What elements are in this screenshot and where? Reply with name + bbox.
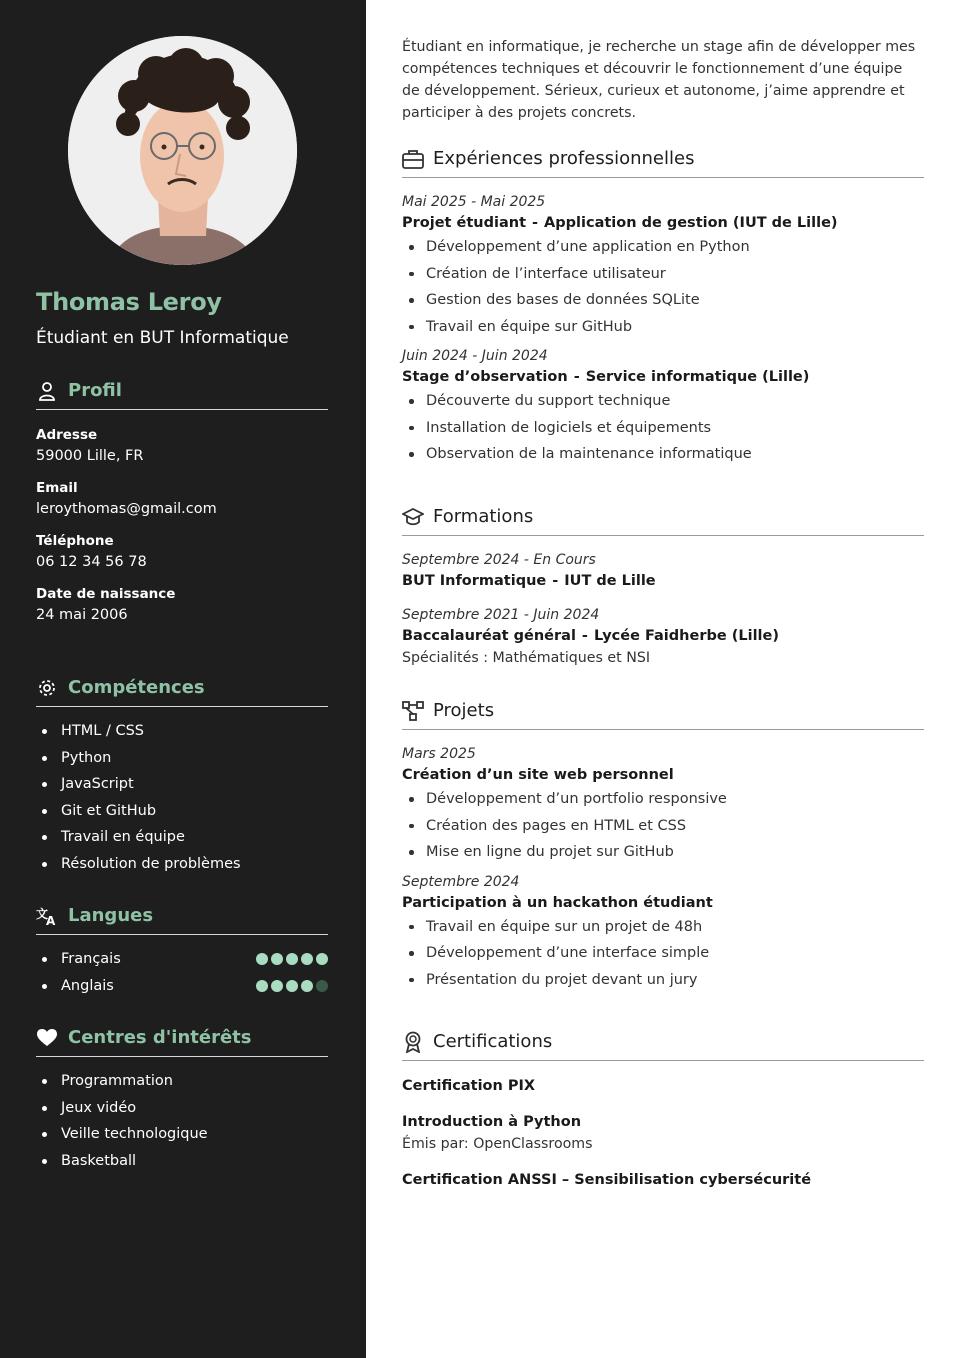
projects-section bbox=[402, 698, 924, 995]
level-dot-filled bbox=[271, 953, 283, 965]
list-item: HTML / CSS bbox=[36, 721, 328, 748]
certification-title: Certification PIX bbox=[402, 1078, 536, 1094]
list-item: Git et GitHub bbox=[36, 801, 328, 828]
entry-bullets bbox=[402, 788, 924, 868]
certification-item bbox=[402, 1111, 924, 1155]
level-dot-filled bbox=[271, 980, 283, 992]
language-item bbox=[36, 949, 328, 976]
gear-icon bbox=[36, 677, 58, 699]
list-item: Installation de logiciels et équipements bbox=[402, 417, 924, 444]
skills-section bbox=[36, 675, 328, 880]
entry-degree: BUT Informatique bbox=[402, 573, 547, 589]
entry-role: Projet étudiant bbox=[402, 215, 527, 231]
language-level-dots bbox=[256, 980, 328, 992]
field-label: Téléphone bbox=[36, 533, 114, 549]
entry-org: Application de gestion (IUT de Lille) bbox=[544, 215, 838, 231]
briefcase-icon bbox=[402, 148, 424, 170]
list-item: Développement d’une application en Python bbox=[402, 236, 924, 263]
project-entry bbox=[402, 744, 924, 868]
language-level-dots bbox=[256, 953, 328, 965]
profile-photo bbox=[68, 36, 297, 265]
level-dot-empty bbox=[316, 980, 328, 992]
entry-org: Service informatique (Lille) bbox=[585, 369, 810, 385]
translate-icon bbox=[36, 905, 58, 927]
certification-item bbox=[402, 1075, 924, 1097]
entry-title: Participation à un hackathon étudiant bbox=[402, 894, 713, 911]
certification-title: Introduction à Python bbox=[402, 1114, 582, 1130]
entry-date: Septembre 2021 - Juin 2024 bbox=[402, 607, 600, 623]
entry-school: Lycée Faidherbe (Lille) bbox=[593, 628, 779, 644]
field-birthdate bbox=[36, 586, 328, 623]
language-name: Anglais bbox=[61, 977, 114, 994]
list-item: Création des pages en HTML et CSS bbox=[402, 815, 924, 842]
heart-icon bbox=[36, 1027, 58, 1049]
experience-entry bbox=[402, 192, 924, 342]
entry-title: Baccalauréat général - Lycée Faidherbe (Lille) bbox=[402, 628, 779, 644]
skills-title: Compétences bbox=[68, 677, 205, 698]
entry-date: Septembre 2024 - En Cours bbox=[402, 552, 596, 568]
profile-title: Profil bbox=[68, 380, 122, 401]
level-dot-filled bbox=[316, 953, 328, 965]
entry-date: Mai 2025 - Mai 2025 bbox=[402, 194, 546, 210]
list-item: Basketball bbox=[36, 1151, 328, 1178]
entry-title: Création d’un site web personnel bbox=[402, 767, 674, 783]
portrait-illustration bbox=[68, 36, 297, 265]
certification-title: Certification ANSSI – Sensibilisation cybersécurité bbox=[402, 1172, 812, 1188]
entry-school: IUT de Lille bbox=[564, 573, 656, 589]
list-item: Jeux vidéo bbox=[36, 1098, 328, 1125]
projects-header bbox=[402, 698, 924, 730]
interests-list bbox=[36, 1071, 328, 1177]
field-value: 59000 Lille, FR bbox=[36, 448, 144, 464]
list-item: Résolution de problèmes bbox=[36, 854, 328, 881]
projects-title: Projets bbox=[433, 700, 495, 721]
skills-list bbox=[36, 721, 328, 880]
summary-text: Étudiant en informatique, je recherche un stage afin de développer mes compétences techniques et découvrir le fonctionnement d’une équipe de développement. Sérieux, curieux et autonome, j’aime apprendre et participer à des projets concrets. bbox=[402, 39, 916, 121]
list-item: Observation de la maintenance informatique bbox=[402, 443, 924, 470]
experience-entry bbox=[402, 346, 924, 470]
entry-degree: Baccalauréat général bbox=[402, 628, 576, 644]
level-dot-filled bbox=[301, 980, 313, 992]
education-section bbox=[402, 504, 924, 669]
interests-header bbox=[36, 1025, 328, 1057]
list-item: Développement d’un portfolio responsive bbox=[402, 788, 924, 815]
field-value: 24 mai 2006 bbox=[36, 607, 128, 623]
entry-date: Septembre 2024 bbox=[402, 873, 520, 890]
language-name: Français bbox=[61, 951, 121, 967]
list-item: Travail en équipe sur GitHub bbox=[402, 316, 924, 343]
certifications-header bbox=[402, 1029, 924, 1061]
graduation-cap-icon bbox=[402, 506, 424, 528]
field-label: Email bbox=[36, 480, 78, 496]
list-item: Travail en équipe bbox=[36, 827, 328, 854]
certification-issuer: Émis par: OpenClassrooms bbox=[402, 1136, 593, 1152]
list-item: Développement d’une interface simple bbox=[402, 942, 924, 969]
interests-title: Centres d'intérêts bbox=[68, 1027, 252, 1048]
level-dot-filled bbox=[301, 953, 313, 965]
experience-header bbox=[402, 146, 924, 178]
education-entry bbox=[402, 550, 924, 592]
list-item: Présentation du projet devant un jury bbox=[402, 969, 924, 996]
language-item bbox=[36, 976, 328, 1003]
flowchart-icon bbox=[402, 700, 424, 722]
entry-title: BUT Informatique - IUT de Lille bbox=[402, 573, 656, 589]
list-item: Découverte du support technique bbox=[402, 390, 924, 417]
level-dot-filled bbox=[256, 953, 268, 965]
certifications-title: Certifications bbox=[433, 1031, 553, 1052]
entry-specialties: Spécialités : Mathématiques et NSI bbox=[402, 650, 651, 666]
entry-date: Juin 2024 - Juin 2024 bbox=[402, 348, 548, 364]
list-item: Mise en ligne du projet sur GitHub bbox=[402, 841, 924, 868]
level-dot-filled bbox=[286, 953, 298, 965]
person-icon bbox=[36, 380, 58, 402]
skills-header bbox=[36, 675, 328, 707]
languages-list bbox=[36, 949, 328, 1002]
languages-header bbox=[36, 903, 328, 935]
svg-text:A: A bbox=[46, 913, 56, 926]
candidate-name: Thomas Leroy bbox=[36, 288, 222, 316]
sidebar bbox=[0, 0, 366, 1358]
list-item: Création de l’interface utilisateur bbox=[402, 263, 924, 290]
list-item: Veille technologique bbox=[36, 1124, 328, 1151]
entry-date: Mars 2025 bbox=[402, 746, 476, 762]
certifications-section bbox=[402, 1029, 924, 1191]
list-item: Programmation bbox=[36, 1071, 328, 1098]
languages-section bbox=[36, 903, 328, 1002]
svg-text:文: 文 bbox=[36, 906, 49, 921]
level-dot-filled bbox=[256, 980, 268, 992]
profile-section bbox=[36, 378, 328, 623]
field-value: leroythomas@gmail.com bbox=[36, 501, 217, 517]
field-value: 06 12 34 56 78 bbox=[36, 554, 147, 570]
list-item: Gestion des bases de données SQLite bbox=[402, 289, 924, 316]
entry-bullets bbox=[402, 390, 924, 470]
field-phone bbox=[36, 533, 328, 570]
experience-title: Expériences professionnelles bbox=[433, 148, 695, 169]
field-label: Date de naissance bbox=[36, 586, 176, 602]
education-header bbox=[402, 504, 924, 536]
entry-role: Stage d’observation bbox=[402, 369, 568, 385]
experience-section bbox=[402, 146, 924, 470]
award-ribbon-icon bbox=[402, 1031, 424, 1053]
entry-title: Stage d’observation - Service informatique (Lille) bbox=[402, 369, 810, 385]
certification-item bbox=[402, 1169, 924, 1191]
entry-bullets bbox=[402, 236, 924, 342]
field-address bbox=[36, 427, 328, 464]
field-label: Adresse bbox=[36, 427, 98, 443]
profile-header bbox=[36, 378, 328, 410]
candidate-role: Étudiant en BUT Informatique bbox=[36, 328, 289, 348]
list-item: Travail en équipe sur un projet de 48h bbox=[402, 916, 924, 943]
education-title: Formations bbox=[433, 506, 534, 527]
field-email bbox=[36, 480, 328, 517]
entry-bullets bbox=[402, 916, 924, 996]
languages-title: Langues bbox=[68, 905, 154, 926]
list-item: Python bbox=[36, 748, 328, 775]
entry-title: Projet étudiant - Application de gestion (IUT de Lille) bbox=[402, 215, 838, 231]
education-entry bbox=[402, 605, 924, 669]
project-entry bbox=[402, 872, 924, 996]
interests-section bbox=[36, 1025, 328, 1177]
list-item: JavaScript bbox=[36, 774, 328, 801]
level-dot-filled bbox=[286, 980, 298, 992]
